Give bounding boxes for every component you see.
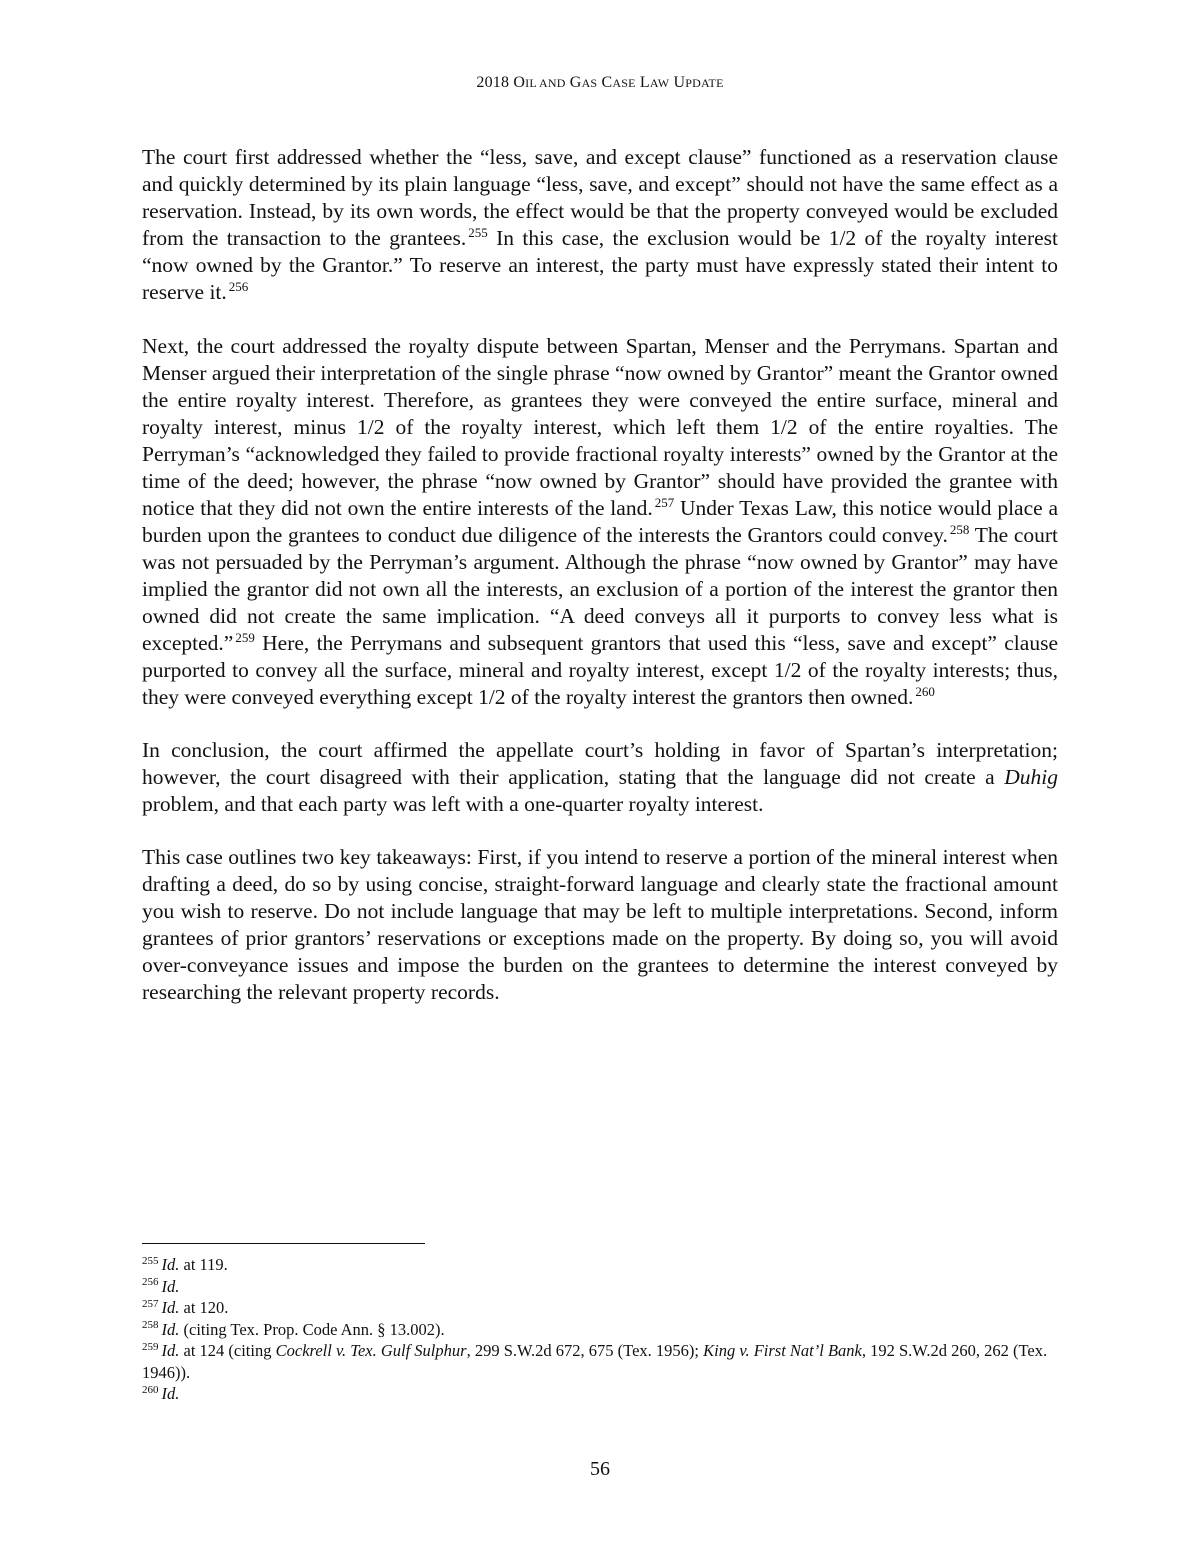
case-name-duhig: Duhig xyxy=(1004,765,1058,789)
footnote-reference: 255 xyxy=(468,224,488,240)
page-number: 56 xyxy=(590,1458,610,1480)
footnote: $^{257}$ Id. at 120. xyxy=(142,1297,229,1317)
footnote-reference: 260 xyxy=(915,683,935,699)
header-word: CASE xyxy=(601,74,636,91)
header-word: GAS xyxy=(569,74,598,91)
header-year: 2018 xyxy=(476,74,510,91)
header-word: UPDATE xyxy=(673,74,724,91)
header-word: LAW xyxy=(639,74,670,91)
paragraph-royalty-dispute: Next, the court addressed the royalty dispute between Spartan, Menser and the Perrymans. Spartan and Menser argued their interpretation of the single phrase “now owned by Grantor” meant the Grantor owned the entire royalty interest. Therefore, as grantees they were conveyed the entire surface, mineral and royalty interest, minus 1/2 of the royalty interest, which left them 1/2 of the entire royalties. The Perryman’s “acknowledged they failed to provide fractional royalty interests” owned by the Grantor at the time of the deed; however, the phrase “now owned by Grantor” should have provided the grantee with notice that they did not own the entire interests of the land. $^{257}$ Under Texas Law, this notice would place a burden upon the grantees to conduct due diligence of the interests the Grantors could convey. $^{258}$ The court was not persuaded by the Perryman’s argument. Although the phrase “now owned by Grantor” may have implied the grantor did not own all the interests, an exclusion of a portion of the interest the grantor then owned did not create the same implication. “A deed conveys all it purports to convey less what is excepted.” $^{259}$ Here, the Perrymans and subsequent grantors that used this “less, save and except” clause purported to convey all the surface, mineral and royalty interest, except 1/2 of the royalty interests; thus, they were conveyed everything except 1/2 of the royalty interest the grantors then owned. $^{260}$ xyxy=(142,334,1058,709)
paragraph-conclusion: In conclusion, the court affirmed the appellate court’s holding in favor of Spartan’s interpretation; however, the court disagreed with their application, stating that the language did not create a Duhig problem, and that each party was left with a one-quarter royalty interest. xyxy=(142,738,1058,816)
footnote: $^{260}$ Id. xyxy=(142,1383,180,1403)
body-text xyxy=(142,144,1058,1006)
footnote: $^{259}$ Id. at 124 (citing Cockrell v. Tex. Gulf Sulphur, 299 S.W.2d 672, 675 (Tex. 1956); King v. First Nat’l Bank, 192 S.W.2d 260, 262 (Tex. 1946)). xyxy=(142,1340,1048,1382)
footnote: $^{255}$ Id. at 119. xyxy=(142,1254,228,1274)
footnote-reference: 259 xyxy=(235,629,255,645)
paragraph-less-save-except: The court first addressed whether the “less, save, and except clause” functioned as a reservation clause and quickly determined by its plain language “less, save, and except” should not have the same effect as a reservation. Instead, by its own words, the effect would be that the property conveyed would be excluded from the transaction to the grantees. $^{255}$ In this case, the exclusion would be 1/2 of the royalty interest “now owned by the Grantor.” To reserve an interest, the party must have expressly stated their intent to reserve it. $^{256}$ xyxy=(142,145,1058,304)
footnote-reference: 257 xyxy=(654,494,675,510)
footnote-reference: 258 xyxy=(949,521,970,537)
running-header xyxy=(0,74,1200,92)
footnote: $^{256}$ Id. xyxy=(142,1276,180,1296)
footnote-reference: 256 xyxy=(228,278,249,294)
header-word: OIL AND xyxy=(513,74,566,91)
footnote-separator xyxy=(142,1243,425,1244)
paragraph-takeaways: This case outlines two key takeaways: First, if you intend to reserve a portion of the mineral interest when drafting a deed, do so by using concise, straight-forward language and clearly state the fractional amount you wish to reserve. Do not include language that may be left to multiple interpretations. Second, inform grantees of prior grantors’ reservations or exceptions made on the property. By doing so, you will avoid over-conveyance issues and impose the burden on the grantees to determine the interest conveyed by researching the relevant property records. xyxy=(142,845,1058,1004)
footnote: $^{258}$ Id. (citing Tex. Prop. Code Ann. § 13.002). xyxy=(142,1319,445,1339)
footnotes xyxy=(142,1254,1058,1405)
